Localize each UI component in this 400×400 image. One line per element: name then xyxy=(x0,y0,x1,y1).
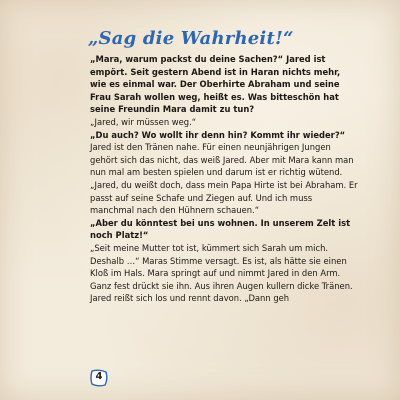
page-number-badge xyxy=(89,369,109,387)
paragraph-3: „Du auch? Wo wollt ihr denn hin? Kommt ihr wieder?“ xyxy=(90,129,346,140)
story-text xyxy=(90,53,358,305)
paragraph-8: Jared reißt sich los und rennt davon. „Dann geh xyxy=(90,293,290,304)
chapter-title: „Sag die Wahrheit!“ xyxy=(88,28,294,49)
page-number: 4 xyxy=(95,371,103,382)
paragraph-7: „Seit meine Mutter tot ist, kümmert sich Sarah um mich. Deshalb …“ Maras Stimme versagt. Es ist, als hätte sie einen Kloß im Hals. Mara springt auf und nimmt Jared in den Arm. Ganz fest drückt sie ihn. Aus ihren Augen kullern dicke Tränen. xyxy=(90,242,353,291)
paragraph-2: „Jared, wir müssen weg.“ xyxy=(90,116,197,127)
paragraph-5: „Jared, du weißt doch, dass mein Papa Hirte ist bei Abraham. Er passt auf seine Schafe und Ziegen auf. Und ich muss manchmal nach den Hühnern schauen.“ xyxy=(90,179,358,216)
paragraph-4: Jared ist den Tränen nahe. Für einen neunjährigen Jungen gehört sich das nicht, das weiß Jared. Aber mit Mara kann man nun mal am besten spielen und darum ist er richtig wütend. xyxy=(90,142,354,178)
paragraph-1: „Mara, warum packst du deine Sachen?“ Jared ist empört. Seit gestern Abend ist in Haran nichts mehr, wie es einmal war. Der Oberhirte Abraham und seine Frau Sarah wollen weg, heißt es. Was bitteschön hat seine Freundin Mara damit zu tun? xyxy=(90,54,341,115)
paragraph-6: „Aber du könntest bei uns wohnen. In unserem Zelt ist noch Platz!“ xyxy=(90,217,351,241)
